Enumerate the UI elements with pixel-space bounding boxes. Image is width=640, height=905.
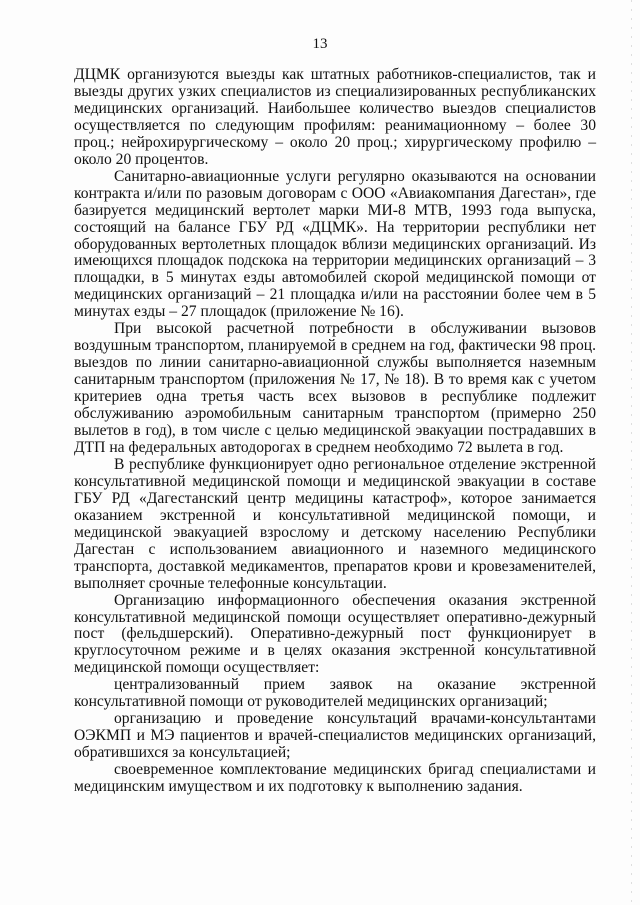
list-item-2: организацию и проведение консультаций врачами-консультантами ОЭКМП и МЭ пациентов и врачей-специалистов медицинских организаций, обратившихся за консультацией; [74,710,596,762]
paragraph-3: При высокой расчетной потребности в обслуживании вызовов воздушным транспортом, планируемой в среднем на год, фактически 98 проц. выездов по линии санитарно-авиационной службы выполняется наземным санитарным транспортом (приложения № 17, № 18). В то время как с учетом критериев одна третья часть всех вызовов в республике подлежит обслуживанию аэромобильным санитарным транспортом (примерно 250 вылетов в год), в том числе с целью медицинской эвакуации пострадавших в ДТП на федеральных автодорогах в среднем необходимо 72 вылета в год. [74,320,596,456]
paragraph-4: В республике функционирует одно региональное отделение экстренной консультативной медицинской помощи и медицинской эвакуации в составе ГБУ РД «Дагестанский центр медицины катастроф», которое занимается оказанием экстренной и консультативной медицинской помощи, и медицинской эвакуацией взрослому и детскому населению Республики Дагестан с использованием авиационного и наземного медицинского транспорта, доставкой медикаментов, препаратов крови и кровезаменителей, выполняет срочные телефонные консультации. [74,455,596,592]
paragraph-2: Санитарно-авиационные услуги регулярно оказываются на основании контракта и/или по разовым договорам с ООО «Авиакомпания Дагестан», где базируется медицинский вертолет марки МИ-8 МТВ, 1993 года выпуска, состоящий на балансе ГБУ РД «ДЦМК». На территории республики нет оборудованных вертолетных площадок вблизи медицинских организаций. Из имеющихся площадок подскока на территории медицинских организаций – 3 площадки, в 5 минутах езды автомобилей скорой медицинской помощи от медицинских организаций – 21 площадка и/или на расстоянии более чем в 5 минутах езды – 27 площадок (приложение № 16). [74,167,596,321]
list-item-1: централизованный прием заявок на оказание экстренной консультативной помощи от руководителей медицинских организаций; [74,676,596,711]
paragraph-5: Организацию информационного обеспечения оказания экстренной консультативной медицинской помощи осуществляет оперативно-дежурный пост (фельдшерский). Оперативно-дежурный пост функционирует в круглосуточном режиме и в целях оказания экстренной консультативной медицинской помощи осуществляет: [74,591,596,677]
body-text [74,67,596,796]
page-number: 13 [312,36,328,52]
list-item-3: своевременное комплектование медицинских бригад специалистами и медицинским имуществом и их подготовку к выполнению задания. [74,761,596,796]
paragraph-1: ДЦМК организуются выезды как штатных работников-специалистов, так и выезды других узких специалистов из специализированных республиканских медицинских организаций. Наибольшее количество выездов специалистов осуществляется по следующим профилям: реанимационному – более 30 проц.; нейрохирургическому – около 20 проц.; хирургическому профилю – около 20 процентов. [74,66,596,168]
scan-edge-mark [631,0,632,905]
